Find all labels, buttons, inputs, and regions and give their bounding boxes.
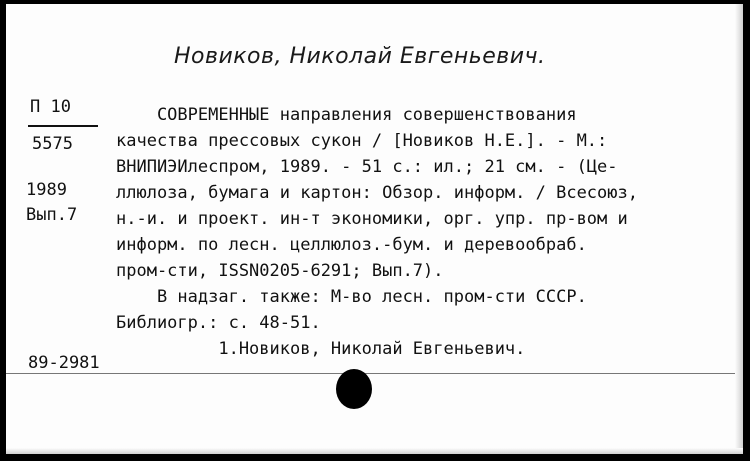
description-line-5: н.-и. и проект. ин-т экономики, орг. упр. пр-вом и <box>116 209 628 229</box>
call-number-rule <box>28 125 98 127</box>
call-number-issue: Вып.7 <box>26 205 78 225</box>
description-line-4: ллюлоза, бумага и картон: Обзор. информ. / Всесоюз, <box>116 183 638 203</box>
note-line-1: В надзаг. также: М-во лесн. пром-сти СССР. <box>116 287 587 307</box>
card-bottom-shadow <box>6 448 743 454</box>
punch-hole <box>336 369 372 409</box>
description-line-2: качества прессовых сукон / [Новиков Н.Е.]. - М.: <box>116 131 608 151</box>
accession-number: 89-2981 <box>28 353 100 373</box>
card-edge-shadow <box>735 4 743 454</box>
call-number-top: П 10 <box>30 97 71 117</box>
tracing-line: 1.Новиков, Николай Евгеньевич. <box>116 339 526 359</box>
author-heading: Новиков, Николай Евгеньевич. <box>174 44 546 69</box>
note-line-2: Библиогр.: с. 48-51. <box>116 313 321 333</box>
description-line-3: ВНИПИЭИлеспром, 1989. - 51 с.: ил.; 21 см. - (Це- <box>116 157 618 177</box>
call-number-year: 1989 <box>26 180 67 200</box>
description-line-1: СОВРЕМЕННЫЕ направления совершенствования <box>116 105 577 125</box>
description-line-7: пром-сти, ISSN0205-6291; Вып.7). <box>116 261 444 281</box>
bottom-rule <box>6 373 743 374</box>
call-number: 5575 <box>32 134 73 154</box>
catalog-card <box>6 4 743 454</box>
description-line-6: информ. по лесн. целлюлоз.-бум. и деревообраб. <box>116 235 587 255</box>
